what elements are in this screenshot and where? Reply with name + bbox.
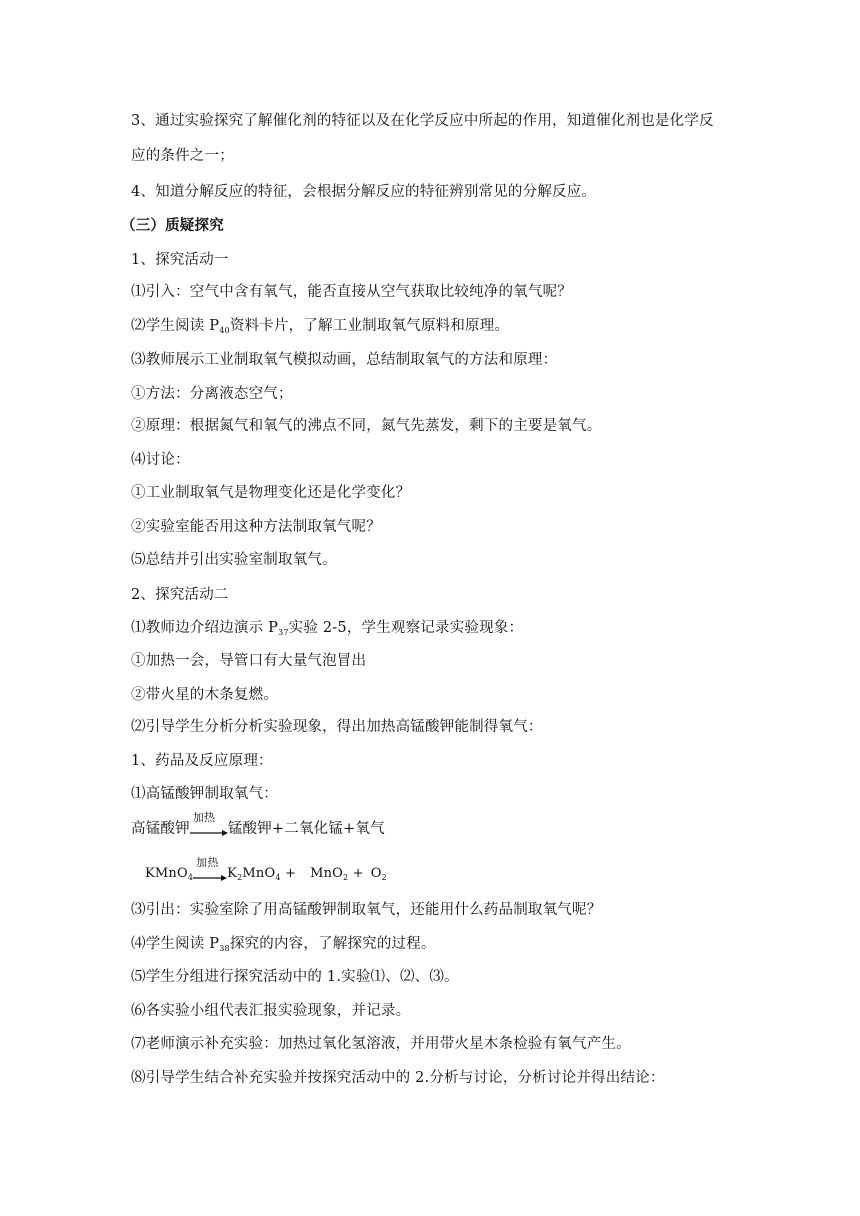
activity-2-title: 2、探究活动二 xyxy=(131,587,229,603)
reagents-step-6: ⑹各实验小组代表汇报实验现象，并记录。 xyxy=(131,1003,411,1019)
reagents-step-5: ⑸学生分组进行探究活动中的 1.实验⑴、⑵、⑶。 xyxy=(131,969,459,985)
symbol-equation xyxy=(145,856,387,888)
activity-1-step-4: ⑷讨论： xyxy=(131,452,190,468)
activity-1-step-3a: ①方法：分离液态空气； xyxy=(131,386,293,402)
step-text-pre: ⑷学生阅读 P xyxy=(131,936,220,952)
step-text-pre: ⑵学生阅读 P xyxy=(131,318,220,334)
reagents-step-3: ⑶引出：实验室除了用高锰酸钾制取氧气，还能用什么药品制取氧气呢？ xyxy=(131,902,602,918)
step-text-post: 实验 2-5，学生观察记录实验现象： xyxy=(288,620,524,636)
objective-3-line-1: 3、通过实验探究了解催化剂的特征以及在化学反应中所起的作用，知道催化剂也是化学反 xyxy=(131,113,714,129)
formula-k2mno4: $K_2MnO_4$ xyxy=(227,866,281,882)
step-text-post: 资料卡片，了解工业制取氧气原料和原理。 xyxy=(229,318,510,334)
activity-2-step-2: ⑵引导学生分析分析实验现象，得出加热高锰酸钾能制得氧气： xyxy=(131,719,543,735)
reaction-condition: 加热 xyxy=(192,811,216,824)
activity-2-step-1a: ①加热一会，导管口有大量气泡冒出 xyxy=(131,653,367,669)
reagents-step-7: ⑺老师演示补充实验：加热过氧化氢溶液，并用带火星木条检验有氧气产生。 xyxy=(131,1036,631,1052)
plus-sign: + xyxy=(348,866,364,881)
equation-reactant: 高锰酸钾 xyxy=(131,821,190,837)
reagents-step-8: ⑻引导学生结合补充实验并按探究活动中的 2.分析与讨论，分析讨论并得出结论： xyxy=(131,1070,665,1086)
section-heading: （三）质疑探究 xyxy=(121,217,224,234)
plus-sign: + xyxy=(280,866,297,881)
activity-1-title: 1、探究活动一 xyxy=(131,252,229,268)
reagents-step-4 xyxy=(131,934,436,959)
step-text-pre: ⑴教师边介绍边演示 P xyxy=(131,620,279,636)
activity-1-step-4a: ①工业制取氧气是物理变化还是化学变化？ xyxy=(131,485,411,501)
page-subscript: 40 xyxy=(219,326,230,335)
activity-1-step-4b: ②实验室能否用这种方法制取氧气呢？ xyxy=(131,519,381,535)
objective-4: 4、知道分解反应的特征，会根据分解反应的特征辨别常见的分解反应。 xyxy=(131,184,597,200)
formula-mno2: MnO$_2$ xyxy=(310,866,349,882)
reagents-title: 1、药品及反应原理： xyxy=(131,753,273,769)
arrow-icon xyxy=(193,874,227,882)
activity-2-step-1b: ②带火星的木条复燃。 xyxy=(131,687,278,703)
activity-1-step-3: ⑶教师展示工业制取氧气模拟动画，总结制取氧气的方法和原理： xyxy=(131,352,558,368)
reagents-step-1: ⑴高锰酸钾制取氧气： xyxy=(131,786,278,802)
formula-kmno4: KMnO$_4$ xyxy=(145,866,194,882)
activity-1-step-2 xyxy=(131,316,509,341)
activity-2-step-1 xyxy=(131,618,523,643)
equation-products: 锰酸钾+二氧化锰+氧气 xyxy=(227,821,385,837)
reaction-arrow xyxy=(193,856,227,884)
arrow-icon xyxy=(190,829,228,837)
reaction-arrow xyxy=(190,811,228,839)
activity-1-step-5: ⑸总结并引出实验室制取氧气。 xyxy=(131,552,337,568)
formula-o2: $O_2$ xyxy=(370,866,387,882)
step-text-post: 探究的内容，了解探究的过程。 xyxy=(229,936,436,952)
activity-1-step-1: ⑴引入：空气中含有氧气，能否直接从空气获取比较纯净的氧气呢？ xyxy=(131,284,572,300)
objective-3-line-2: 应的条件之一； xyxy=(131,148,234,164)
activity-1-step-3b: ②原理：根据氮气和氧气的沸点不同，氮气先蒸发，剩下的主要是氧气。 xyxy=(131,418,602,434)
word-equation xyxy=(131,811,385,839)
page-subscript: 37 xyxy=(278,628,289,637)
reaction-condition: 加热 xyxy=(196,856,219,869)
page-subscript: 38 xyxy=(219,944,230,953)
